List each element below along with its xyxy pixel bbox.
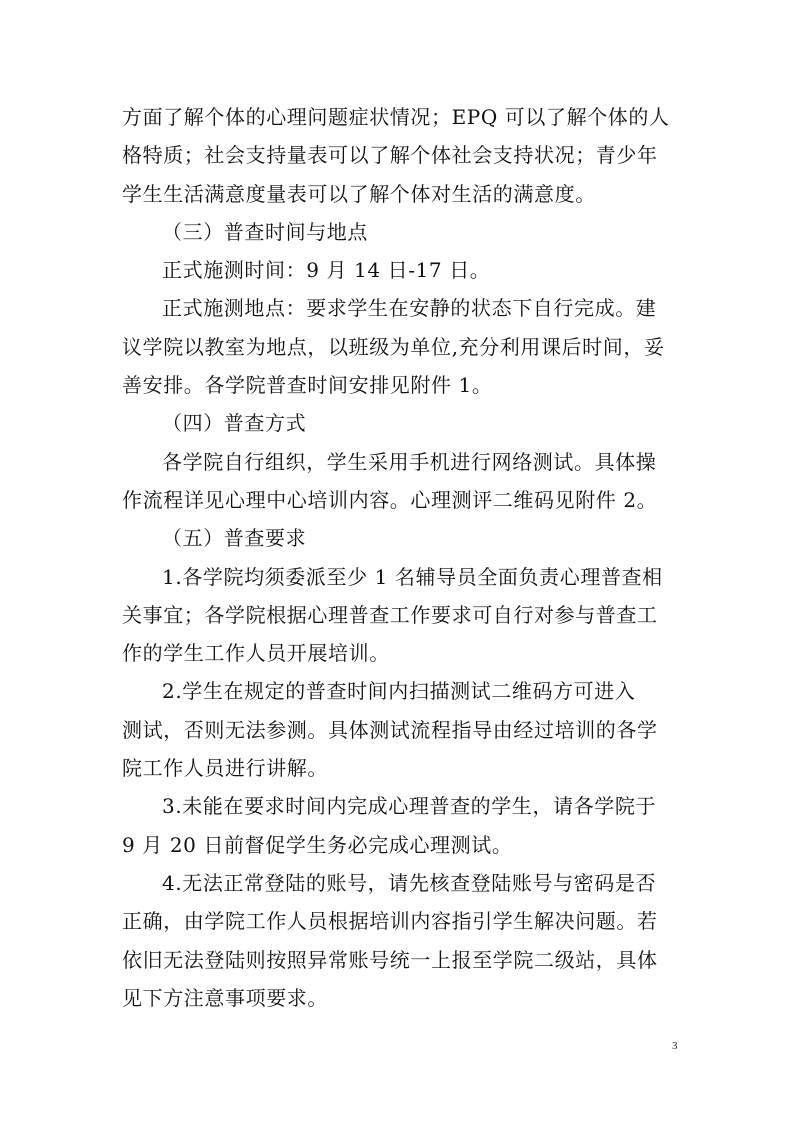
page-number: 3 [672,1040,678,1052]
document-body [122,98,682,1017]
body-text-line: 正式施测时间：9 月 14 日-17 日。 [162,258,491,283]
body-text-line: 议学院以教室为地点，以班级为单位,充分利用课后时间，妥 [122,334,665,359]
body-text-line: 测试，否则无法参测。具体测试流程指导由经过培训的各学 [122,717,658,742]
body-text-line: 4.无法正常登陆的账号，请先核查登陆账号与密码是否 [162,870,657,895]
body-text-line: 见下方注意事项要求。 [122,985,328,1010]
body-text-line: 正确，由学院工作人员根据培训内容指引学生解决问题。若 [122,909,658,934]
body-text-line: 依旧无法登陆则按照异常账号统一上报至学院二级站，具体 [122,947,658,972]
section-heading-method: （四）普查方式 [162,411,307,436]
body-text-line: 各学院自行组织，学生采用手机进行网络测试。具体操 [162,449,657,474]
body-text-line: 作的学生工作人员开展培训。 [122,641,390,666]
body-text-line: 1.各学院均须委派至少 1 名辅导员全面负责心理普查相 [162,564,663,589]
body-text-line: 9 月 20 日前督促学生务必完成心理测试。 [122,832,513,857]
body-text-line: 善安排。各学院普查时间安排见附件 1。 [122,373,493,398]
body-text-line: 学生生活满意度量表可以了解个体对生活的满意度。 [122,181,596,206]
body-text-line: 2.学生在规定的普查时间内扫描测试二维码方可进入 [162,679,636,704]
section-heading-time-location: （三）普查时间与地点 [162,219,368,244]
body-text-line: 方面了解个体的心理问题症状情况；EPQ 可以了解个体的人 [122,105,670,129]
body-text-line: 院工作人员进行讲解。 [122,756,328,781]
section-heading-requirements: （五）普查要求 [162,526,307,551]
body-text-line: 正式施测地点：要求学生在安静的状态下自行完成。建 [162,296,657,321]
body-text-line: 关事宜；各学院根据心理普查工作要求可自行对参与普查工 [122,602,658,627]
body-text-line: 格特质；社会支持量表可以了解个体社会支持状况；青少年 [122,143,658,168]
body-text-line: 作流程详见心理中心培训内容。心理测评二维码见附件 2。 [122,487,658,512]
body-text-line: 3.未能在要求时间内完成心理普查的学生，请各学院于 [162,794,657,819]
